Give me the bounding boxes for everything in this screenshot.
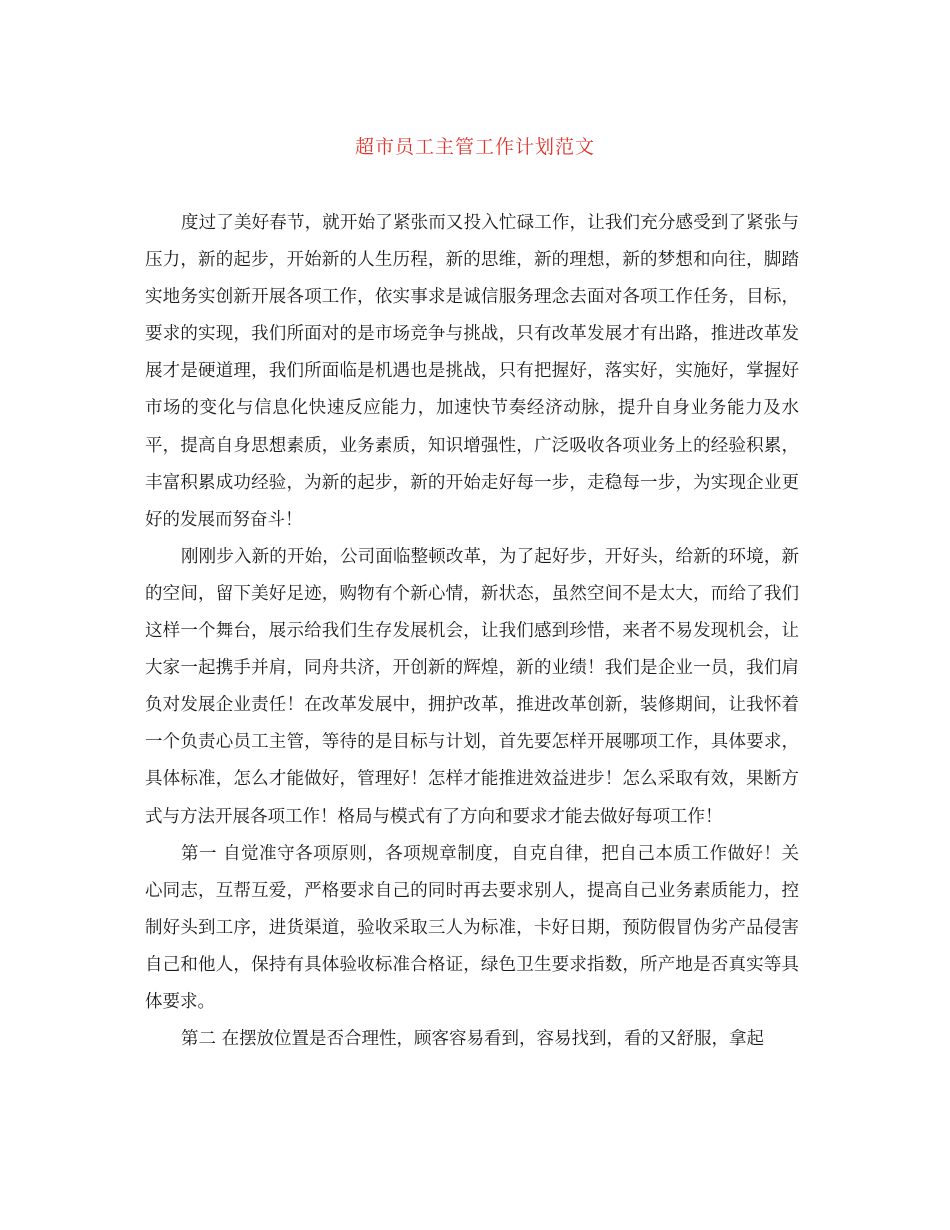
paragraph-4: 第二 在摆放位置是否合理性，顾客容易看到，容易找到，看的又舒服，拿起 (181, 1029, 765, 1050)
paragraph-2: 刚刚步入新的开始，公司面临整顿改革，为了起好步，开好头，给新的环境，新的空间，留下美好足迹，购物有个新心情，新状态，虽然空间不是太大，而给了我们这样一个舞台，展示给我们生存发展机会，让我们感到珍惜，来者不易发现机会，让大家一起携手并肩，同舟共济，开创新的辉煌，新的业绩！我们是企业一员，我们肩负对发展企业责任！在改革发展中，拥护改革，推进改革创新，装修期间，让我怀着一个负责心员工主管，等待的是目标与计划，首先要怎样开展哪项工作，具体要求，具体标准，怎么才能做好，管理好！怎样才能推进效益进步！怎么采取有效，果断方式与方法开展各项工作！格局与模式有了方向和要求才能去做好每项工作！ (145, 546, 799, 827)
paragraph-3: 第一 自觉准守各项原则，各项规章制度，自克自律，把自己本质工作做好！关心同志，互帮互爱，严格要求自己的同时再去要求别人，提高自己业务素质能力，控制好头到工序，进货渠道，验收采取三人为标准，卡好日期，预防假冒伪劣产品侵害自己和他人，保持有具体验收标准合格证，绿色卫生要求指数，所产地是否真实等具体要求。 (145, 843, 799, 1012)
document-body (145, 205, 799, 1058)
document-title: 超市员工主管工作计划范文 (354, 136, 595, 158)
paragraph-1: 度过了美好春节，就开始了紧张而又投入忙碌工作，让我们充分感受到了紧张与压力，新的起步，开始新的人生历程，新的思维，新的理想，新的梦想和向往，脚踏实地务实创新开展各项工作，依实事求是诚信服务理念去面对各项工作任务，目标，要求的实现，我们所面对的是市场竞争与挑战，只有改革发展才有出路，推进改革发展才是硬道理，我们所面临是机遇也是挑战，只有把握好，落实好，实施好，掌握好市场的变化与信息化快速反应能力，加速快节奏经济动脉，提升自身业务能力及水平，提高自身思想素质，业务素质，知识增强性，广泛吸收各项业务上的经验积累，丰富积累成功经验，为新的起步，新的开始走好每一步，走稳每一步，为实现企业更好的发展而努奋斗！ (145, 213, 799, 530)
